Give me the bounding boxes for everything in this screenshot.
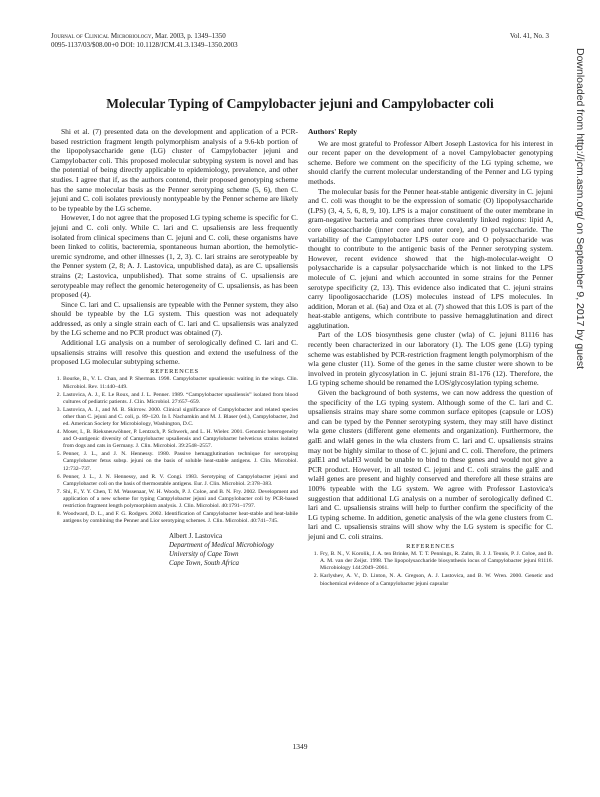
right-column — [308, 127, 553, 589]
paragraph: Given the background of both systems, we can now address the question of the specificity of the LG typing system. Although some of the C. lari and C. upsaliensis strains may share some common surface epitopes (capsule or LOS) and can be typed by the Penner serotyping system, they may still have distinct wla gene clusters (different gene elements and organization). Furthermore, the galE and wlaH genes in the wla clusters from C. lari and C. upsaliensis strains may not be highly similar to those of C. jejuni and C. coli. Therefore, the primers galE1 and wlaH3 would be unable to bind to these genes and would not give a PCR product. However, in all tested C. jejuni and C. coli strains the galE and wlaH genes are present and highly conserved and therefore all these strains are 100% typeable with the LG system. We agree with Professor Lastovica's suggestion that additional LG analysis on a number of serologically defined C. lari and C. upsaliensis strains will help to further confirm the specificity of the LG typing scheme. In addition, genetic analysis of the wla gene clusters from C. lari and C. upsaliensis strains will show why the LG system is specific for C. jejuni and C. coli strains. — [308, 388, 553, 541]
reference-item: 8. Woodward, D. L., and F. G. Rodgers. 2002. Identification of Campylobacter heat-stable and heat-labile antigens by combining the Penner and Lior serotyping schemes. J. Clin. Microbiol. 40:741–745. — [56, 511, 298, 525]
page-number: 1349 — [292, 742, 308, 751]
references-heading: REFERENCES — [406, 542, 455, 550]
download-watermark-text: Downloaded from http://jcm.asm.org/ on September 9, 2017 by guest — [574, 48, 586, 370]
author-signature — [169, 532, 298, 568]
reference-item: 6. Penner, J. L., J. N. Hennessy, and R. V. Congi. 1983. Serotyping of Campylobacter jejuni and Campylobacter coli on the basis of thermostable antigens. Eur. J. Clin. Microbiol. 2:378–383. — [56, 473, 298, 487]
author-university: University of Cape Town — [169, 550, 239, 559]
paragraph: The molecular basis for the Penner heat-stable antigenic diversity in C. jejuni and C. coli was thought to be the expression of somatic (O) lipopolysaccharide (LPS) (3, 4, 5, 6, 8, 9, 10). LPS is a major constituent of the outer membrane in gram-negative bacteria and comprises three covalently linked regions: lipid A, core oligosaccharide (inner core and outer core), and O polysaccharide. The variability of the Campylobacter LPS outer core and O polysaccharide was thought to contribute to the antigenic basis of the Penner serotyping system. However, recent evidence showed that the high-molecular-weight O polysaccharide is a capsular polysaccharide which is not linked to the LPS molecule of C. jejuni and which accounted in some strains for the Penner serotype specificity (2, 13). This evidence also indicated that C. jejuni strains carry lipooligosaccharide (LOS) molecules instead of LPS molecules. In addition, Moran et al. (6a) and Oza et al. (7) showed that this LOS is part of the heat-stable antigens, which contribute to passive hemagglutination and direct agglutination. — [308, 186, 553, 330]
paragraph: We are most grateful to Professor Albert Joseph Lastovica for his interest in our recent paper on the development of a novel Campylobacter genotyping scheme. Before we comment on the specificity of the LG typing scheme, we should clarify the current molecular understanding of the Penner and LG typing methods. — [308, 138, 553, 186]
reply-heading: Authors' Reply — [308, 127, 357, 136]
journal-name: Journal of Clinical Microbiology — [51, 32, 152, 40]
reference-item: 2. Lastovica, A. J., E. Le Roux, and J. L. Penner. 1989. “Campylobacter upsaliensis” isolated from blood cultures of pediatric patients. J. Clin. Microbiol. 27:657–659. — [56, 391, 298, 405]
paragraph: Shi et al. (7) presented data on the development and application of a PCR-based restriction fragment length polymorphism analysis of a 9.6-kb portion of the lipopolysaccharide gene (LG) cluster of Campylobacter jejuni and Campylobacter coli. This proposed molecular subtyping system is novel and has the potential of being directly applicable to epidemiology, prevalence, and other studies. I agree that if, as the authors contend, their proposed genotyping scheme has the same molecular basis as the Penner serotyping scheme (5, 6), then C. jejuni and C. coli isolates previously nontypeable by the Penner scheme are likely to be typeable by the LG scheme. — [51, 127, 298, 213]
reference-item: 7. Shi, F., Y. Y. Chen, T. M. Wassenaar, W. H. Woods, P. J. Coloe, and B. N. Fry. 2002. Development and application of a new scheme for typing Campylobacter jejuni and Campylobacter coli by PCR-based restriction fragment length polymorphism analysis. J. Clin. Microbiol. 40:1791–1797. — [56, 488, 298, 510]
reference-list — [51, 376, 298, 525]
paragraph: However, I do not agree that the proposed LG typing scheme is specific for C. jejuni and C. coli only. While C. lari and C. upsaliensis are less frequently isolated from clinical specimens than C. jejuni and C. coli, these organisms have been linked to colitis, bacteremia, spontaneous human abortion, the hemolytic-uremic syndrome, and other illnesses (1, 2, 3). C. lari strains are serotypeable by the Penner system (2, 8; A. J. Lastovica, unpublished data), as are C. upsaliensis strains (2; Lastovica, unpublished). That some strains of C. upsaliensis are serotypeable may reflect the genomic heterogeneity of C. upsaliensis, as has been proposed (4). — [51, 213, 298, 300]
reference-list — [308, 551, 553, 587]
reference-item: 1. Bourke, B., V. L. Chan, and P. Sherman. 1998. Campylobacter upsaliensis: waiting in the wings. Clin. Microbiol. Rev. 11:440–449. — [56, 376, 298, 390]
issue-info: , Mar. 2003, p. 1349–1350 — [151, 32, 226, 40]
left-column — [51, 127, 298, 568]
reference-item: 3. Lastovica, A. J., and M. B. Skirrow. 2000. Clinical significance of Campylobacter and related species other than C. jejuni and C. coli, p. 89–120. In I. Nachamkin and M. J. Blaser (ed.), Campylobacter, 2nd ed. American Society for Microbiology, Washington, D.C. — [56, 406, 298, 427]
reference-item: 1. Fry, B. N., V. Korolik, J. A. ten Brinke, M. T. T. Pennings, R. Zalm, B. J. J. Teunis, P. J. Coloe, and B. A. M. van der Zeijst. 1998. The lipopolysaccharide biosynthesis locus of Campylobacter jejuni 81116. Microbiology 144:2049–2061. — [313, 551, 553, 572]
references-heading: REFERENCES — [150, 367, 199, 375]
reference-item: 4. Moser, I., B. Rieksneuwöhner, P. Lentzsch, P. Schwerk, and L. H. Wieler. 2001. Genomic heterogeneity and O-antigenic diversity of Campylobacter upsaliensis and Campylobacter helveticus strains isolated from dogs and cats in Germany. J. Clin. Microbiol. 39:2548–2557. — [56, 429, 298, 450]
reference-item: 2. Karlyshev, A. V., D. Linton, N. A. Gregson, A. J. Lastovica, and B. W. Wren. 2000. Genetic and biochemical evidence of a Campylobacter jejuni capsular — [313, 573, 553, 587]
running-header — [51, 32, 238, 49]
article-title: Molecular Typing of Campylobacter jejuni and Campylobacter coli — [106, 96, 494, 111]
download-watermark — [573, 48, 587, 608]
author-department: Department of Medical Microbiology — [169, 541, 274, 550]
reference-item: 5. Penner, J. L., and J. N. Hennessy. 1980. Passive hemagglutination technique for serotyping Campylobacter fetus subsp. jejuni on the basis of soluble heat-stable antigens. J. Clin. Microbiol. 12:732–737. — [56, 451, 298, 472]
paragraph: Since C. lari and C. upsaliensis are typeable with the Penner system, they also should be typeable by the LG system. This question was not adequately addressed, as only a single strain each of C. lari and C. upsaliensis was analyzed by the LG scheme and no PCR product was obtained (7). — [51, 299, 298, 338]
issn-doi: 0095-1137/03/$08.00+0 DOI: 10.1128/JCM.41.3.1349–1350.2003 — [51, 40, 238, 49]
volume-info: Vol. 41, No. 3 — [509, 32, 549, 40]
paragraph: Additional LG analysis on a number of serologically defined C. lari and C. upsaliensis strains will resolve this question and extend the usefulness of the proposed LG molecular subtyping scheme. — [51, 338, 298, 367]
author-location: Cape Town, South Africa — [169, 559, 240, 568]
paragraph: Part of the LOS biosynthesis gene cluster (wla) of C. jejuni 81116 has recently been characterized in our laboratory (1). The LOS gene (LG) typing scheme was established by PCR-restriction fragment length polymorphism of the wla gene cluster (11). Some of the genes in the same cluster were shown to be involved in protein glycosylation in C. jejuni strain 81-176 (12). Therefore, the LG typing scheme should be renamed the LOS/glycosylation typing scheme. — [308, 330, 553, 388]
author-name: Albert J. Lastovica — [169, 532, 223, 541]
